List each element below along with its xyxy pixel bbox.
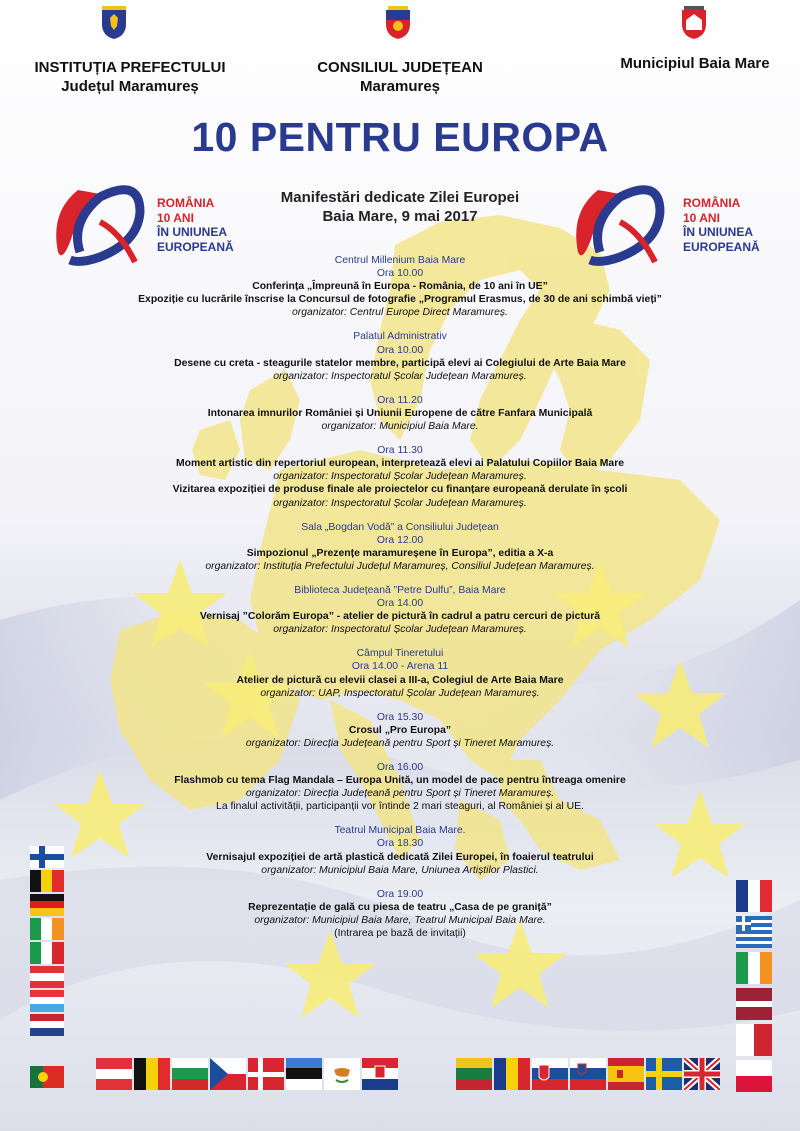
event-activity: Simpozionul „Prezențe maramureșene în Europa”, editia a X-a — [246, 547, 554, 559]
event-time: Ora 11.30 — [377, 445, 423, 457]
ireland-flag-icon — [736, 952, 772, 984]
event-item — [100, 521, 700, 573]
portugal-flag-icon — [30, 1066, 64, 1088]
austria-flag-icon — [96, 1058, 132, 1090]
subtitle-line2: Baia Mare, 9 mai 2017 — [322, 208, 478, 225]
baia-mare-coat-of-arms-icon — [680, 6, 708, 40]
event-item — [100, 647, 700, 699]
logo-text-right — [683, 196, 760, 254]
austria-flag-icon — [30, 966, 64, 988]
event-location: Centrul Millenium Baia Mare — [334, 255, 466, 266]
denmark-flag-icon — [248, 1058, 284, 1090]
italy-flag-icon — [30, 942, 64, 964]
slovenia-flag-icon — [570, 1058, 606, 1090]
event-program — [100, 254, 700, 951]
logo-text-right-line3: ÎN UNIUNEA — [683, 225, 754, 239]
event-note: La finalul activității, participanții vor întinde 2 mari steaguri, al României și al UE. — [216, 801, 584, 813]
logo-text-left-line1: ROMÂNIA — [157, 196, 215, 210]
event-item — [100, 444, 700, 509]
event-location: Sala „Bogdan Vodă” a Consiliului Județean — [301, 521, 499, 533]
event-organizer: organizator: Centrul Europe Direct Maramureș. — [292, 307, 508, 319]
event-item — [100, 761, 700, 813]
belgium-flag-icon — [30, 870, 64, 892]
event-organizer: organizator: Instituția Prefectului Județul Maramureș, Consiliul Județean Maramureș. — [205, 560, 595, 572]
logo-text-left — [157, 196, 234, 254]
event-activity: Vizitarea expoziției de produse finale ale proiectelor cu finanțare europeană derulate în școli — [172, 484, 628, 496]
event-activity: Flashmob cu tema Flag Mandala – Europa Unită, un model de pace pentru întreaga omenire — [174, 775, 626, 787]
event-item — [100, 330, 700, 382]
finland-flag-icon — [30, 846, 64, 868]
event-activity: Atelier de pictură cu elevii clasei a III-a, Colegiul de Arte Baia Mare — [236, 674, 564, 686]
institution-prefect — [20, 58, 240, 96]
event-time: Ora 14.00 — [376, 598, 424, 610]
event-organizer: organizator: Direcția Județeană pentru Sport și Tineret Maramureș. — [245, 788, 555, 800]
sweden-flag-icon — [646, 1058, 682, 1090]
event-note: (Intrarea pe bază de invitații) — [334, 928, 466, 940]
romania-flag-icon — [494, 1058, 530, 1090]
estonia-flag-icon — [286, 1058, 322, 1090]
event-time: Ora 15.30 — [376, 711, 424, 723]
event-organizer: organizator: Direcția Județeană pentru Sport și Tineret Maramureș. — [245, 737, 555, 749]
subtitle-line1: Manifestări dedicate Zilei Europei — [280, 189, 520, 206]
ireland-flag-icon — [30, 918, 64, 940]
event-location: Teatrul Municipal Baia Mare. — [334, 825, 466, 837]
event-item — [100, 394, 700, 433]
slovakia-flag-icon — [532, 1058, 568, 1090]
logo-text-right-line1: ROMÂNIA — [683, 196, 741, 210]
event-item — [100, 254, 700, 319]
event-organizer: organizator: Inspectoratul Școlar Județean Maramureș. — [273, 370, 527, 382]
event-organizer: organizator: Inspectoratul Școlar Județean Maramureș. — [273, 624, 527, 636]
united-kingdom-flag-icon — [684, 1058, 720, 1090]
event-organizer: organizator: Inspectoratul Școlar Județean Maramureș. — [273, 497, 527, 509]
event-activity: Moment artistic din repertoriul european, interpretează elevi ai Palatului Copiilor Baia Mare — [175, 458, 625, 470]
romania-coat-of-arms-icon — [100, 6, 128, 40]
event-organizer: organizator: Municipiul Baia Mare. — [321, 421, 479, 433]
cyprus-flag-icon — [324, 1058, 360, 1090]
event-location: Câmpul Tineretului — [356, 648, 444, 660]
event-activity: Desene cu creta - steagurile statelor membre, participă elevi ai Colegiului de Arte Baia Mare — [174, 357, 626, 369]
spain-flag-icon — [608, 1058, 644, 1090]
event-time: Ora 12.00 — [376, 534, 424, 546]
event-activity: Intonarea imnurilor României și Uniunii Europene de către Fanfara Municipală — [207, 407, 593, 419]
event-item — [100, 824, 700, 876]
institution-county-council-line2: Maramureș — [359, 78, 441, 95]
event-activity: Vernisajul expoziției de artă plastică dedicată Zilei Europei, în foaierul teatrului — [206, 851, 594, 863]
event-activity: Crosul „Pro Europa” — [348, 724, 452, 736]
malta-flag-icon — [736, 1024, 772, 1056]
netherlands-flag-icon — [30, 1014, 64, 1036]
logo-text-left-line3: ÎN UNIUNEA — [157, 225, 228, 239]
institution-county-council-line1: CONSILIUL JUDEȚEAN — [317, 59, 483, 76]
event-activity: Vernisaj ”Colorăm Europa” - atelier de pictură în cadrul a patru cercuri de pictură — [199, 611, 601, 623]
event-item — [100, 888, 700, 940]
czech-republic-flag-icon — [210, 1058, 246, 1090]
event-item — [100, 711, 700, 750]
maramures-coat-of-arms-icon — [384, 6, 412, 40]
event-organizer: organizator: Municipiul Baia Mare, Uniunea Artiștilor Plastici. — [261, 864, 539, 876]
event-item — [100, 584, 700, 636]
event-organizer: organizator: Municipiul Baia Mare, Teatrul Municipal Baia Mare. — [254, 914, 546, 926]
latvia-flag-icon — [736, 988, 772, 1020]
event-activity: Expoziție cu lucrările înscrise la Concursul de fotografie „Programul Erasmus, de 30 de ani schimbă vieți” — [138, 294, 662, 306]
event-time: Ora 16.00 — [376, 762, 424, 773]
subtitle — [230, 188, 570, 226]
france-flag-icon — [736, 880, 772, 912]
belgium-flag-icon — [134, 1058, 170, 1090]
event-location: Palatul Administrativ — [353, 331, 447, 343]
lithuania-flag-icon — [456, 1058, 492, 1090]
poland-flag-icon — [736, 1060, 772, 1092]
event-organizer: organizator: Inspectoratul Școlar Județean Maramureș. — [273, 471, 527, 483]
page-title: 10 PENTRU EUROPA — [191, 114, 609, 160]
event-time: Ora 19.00 — [376, 888, 424, 900]
event-time: Ora 18.30 — [376, 838, 424, 850]
germany-flag-icon — [30, 894, 64, 916]
greece-flag-icon — [736, 916, 772, 948]
luxembourg-flag-icon — [30, 990, 64, 1012]
event-activity: Conferința „Împreună în Europa - România, de 10 ani în UE” — [252, 281, 548, 293]
logo-text-left-line4: EUROPEANĂ — [157, 239, 234, 254]
event-time: Ora 10.00 — [376, 344, 424, 356]
logo-text-right-line4: EUROPEANĂ — [683, 239, 760, 254]
bulgaria-flag-icon — [172, 1058, 208, 1090]
institution-county-council — [290, 58, 510, 96]
logo-text-left-line2: 10 ANI — [157, 210, 194, 225]
institution-prefect-line1: INSTITUȚIA PREFECTULUI — [34, 59, 226, 76]
event-time: Ora 10.00 — [376, 268, 424, 280]
event-location: Biblioteca Județeană ”Petre Dulfu”, Baia Mare — [294, 584, 506, 596]
institution-prefect-line2: Județul Maramureș — [61, 78, 199, 95]
croatia-flag-icon — [362, 1058, 398, 1090]
institution-municipality — [585, 54, 800, 73]
logo-text-right-line2: 10 ANI — [683, 210, 720, 225]
event-time: Ora 11.20 — [377, 394, 423, 406]
event-organizer: organizator: UAP, Inspectoratul Școlar Județean Maramureș. — [260, 687, 540, 699]
event-time: Ora 14.00 - Arena 11 — [351, 661, 449, 673]
event-activity: Reprezentație de gală cu piesa de teatru „Casa de pe graniță” — [248, 901, 552, 913]
institution-municipality-line1: Municipiul Baia Mare — [620, 55, 770, 72]
